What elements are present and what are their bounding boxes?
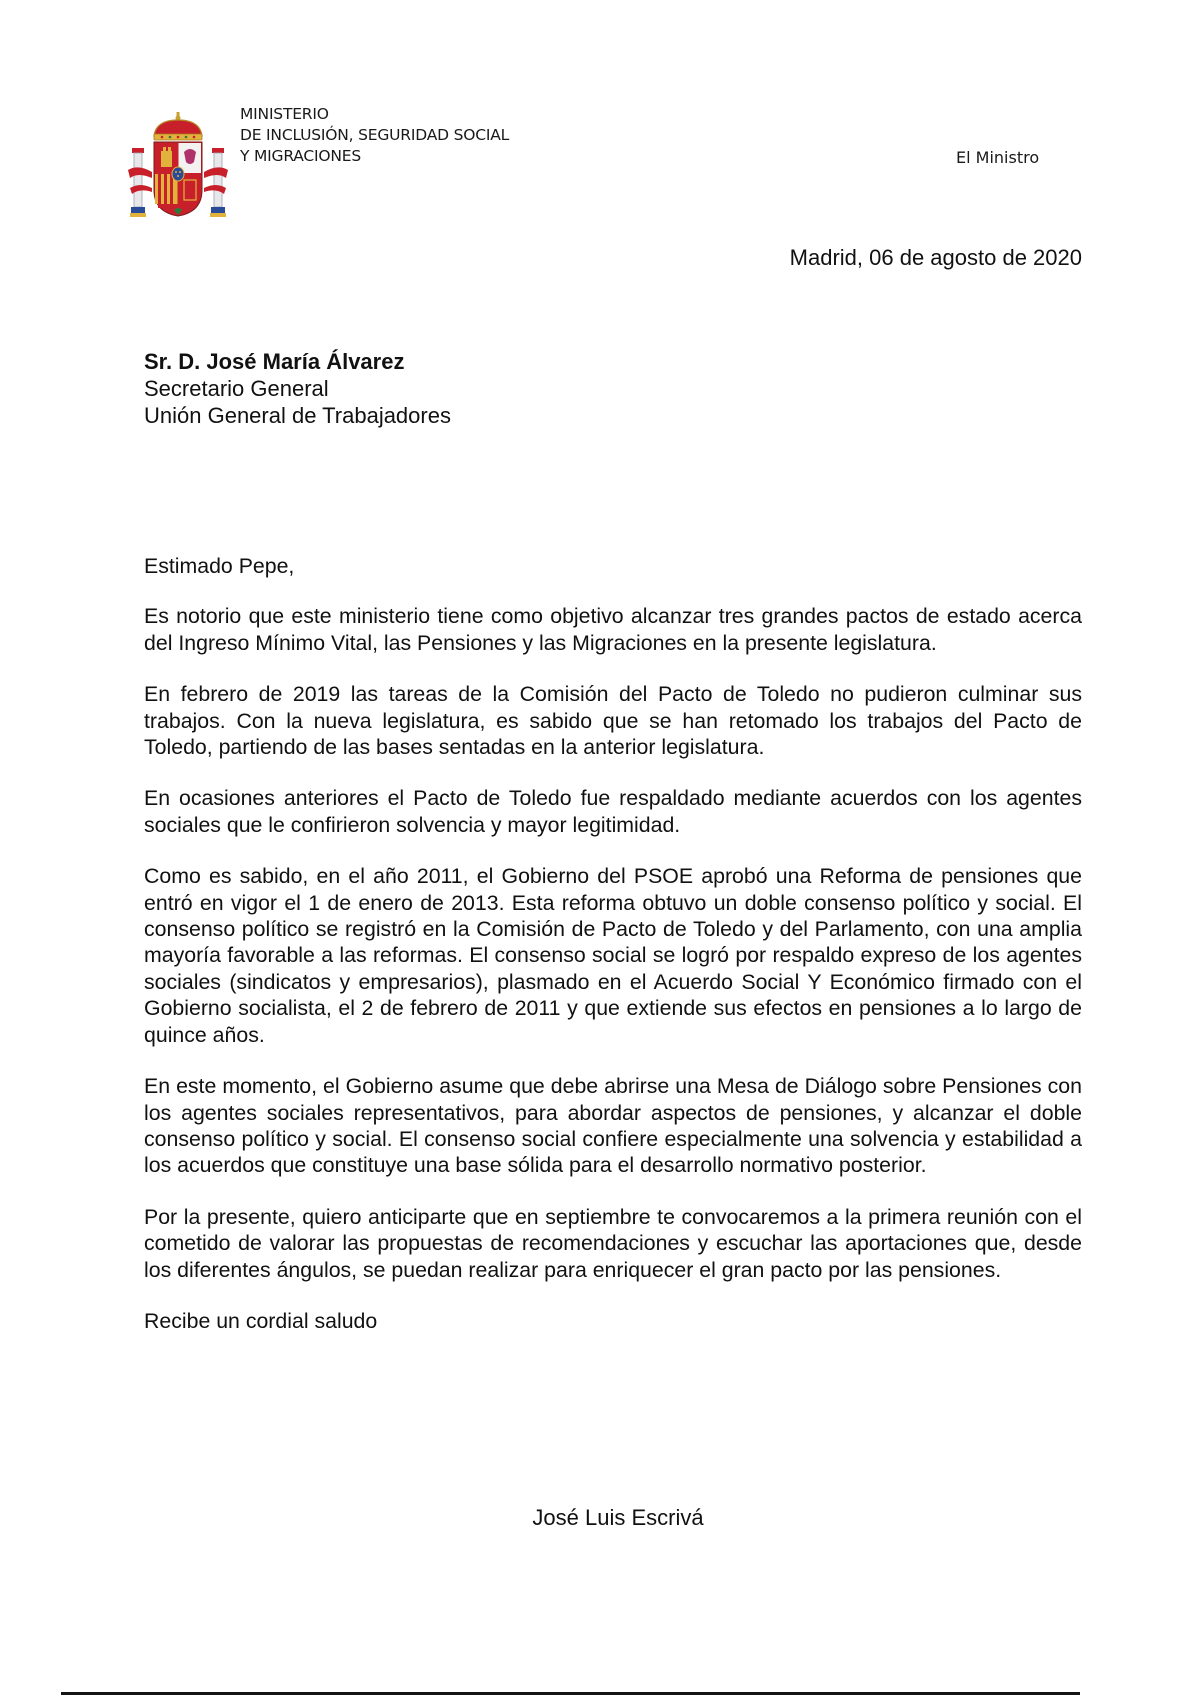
ministry-name — [240, 104, 509, 167]
ministry-line: Y MIGRACIONES — [240, 147, 362, 165]
right-pillar-icon — [204, 148, 228, 217]
left-pillar-icon — [128, 148, 152, 217]
closing: Recibe un cordial saludo — [144, 1308, 378, 1333]
recipient-name: Sr. D. José María Álvarez — [144, 349, 405, 374]
body-paragraph: Es notorio que este ministerio tiene como objetivo alcanzar tres grandes pactos de estado acerca del Ingreso Mínimo Vital, las Pensiones y las Migraciones en la presente legislatura. — [144, 604, 1082, 655]
letter-body — [144, 553, 1082, 1359]
shield-icon — [154, 142, 202, 216]
body-paragraph: En este momento, el Gobierno asume que debe abrirse una Mesa de Diálogo sobre Pensiones con los agentes sociales representativos, para abordar aspectos de pensiones, y alcanzar el doble consenso político y social. El consenso social confiere especialmente una solvencia y estabilidad a los acuerdos que constituye una base sólida para el desarrollo normativo posterior. — [144, 1074, 1082, 1178]
body-paragraph: Como es sabido, en el año 2011, el Gobierno del PSOE aprobó una Reforma de pensiones que entró en vigor el 1 de enero de 2013. Esta reforma obtuvo un doble consenso político y social. El consenso político se registró en la Comisión de Pacto de Toledo y del Parlamento, con una amplia mayoría favorable a las reformas. El consenso social se logró por respaldo expreso de los agentes sociales (sindicatos y empresarios), plasmado en el Acuerdo Social Y Económico firmado con el Gobierno socialista, el 2 de febrero de 2011 y que extiende sus efectos en pensiones a lo largo de quince años. — [144, 864, 1082, 1047]
office-title: El Ministro — [956, 148, 1040, 167]
crown-icon — [154, 112, 202, 140]
recipient-block — [144, 348, 451, 429]
ministry-line: MINISTERIO — [240, 105, 329, 123]
footer-divider — [61, 1692, 1080, 1695]
greeting: Estimado Pepe, — [144, 554, 295, 578]
spain-coat-of-arms-icon — [128, 112, 228, 220]
body-paragraph: En ocasiones anteriores el Pacto de Toledo fue respaldado mediante acuerdos con los agentes sociales que le confirieron solvencia y mayor legitimidad. — [144, 786, 1082, 837]
recipient-title: Secretario General — [144, 376, 329, 401]
recipient-organization: Unión General de Trabajadores — [144, 403, 451, 428]
letter-date: Madrid, 06 de agosto de 2020 — [789, 245, 1082, 270]
body-paragraph: En febrero de 2019 las tareas de la Comisión del Pacto de Toledo no pudieron culminar sus trabajos. Con la nueva legislatura, es sabido que se han retomado los trabajos del Pacto de Toledo, partiendo de las bases sentadas en la anterior legislatura. — [144, 682, 1082, 760]
body-paragraph: Por la presente, quiero anticiparte que en septiembre te convocaremos a la primera reunión con el cometido de valorar las propuestas de recomendaciones y escuchar las aportaciones que, desde los diferentes ángulos, se puedan realizar para enriquecer el gran pacto por las pensiones. — [144, 1204, 1082, 1282]
ministry-line: DE INCLUSIÓN, SEGURIDAD SOCIAL — [240, 126, 510, 144]
signature-name: José Luis Escrivá — [532, 1505, 704, 1530]
